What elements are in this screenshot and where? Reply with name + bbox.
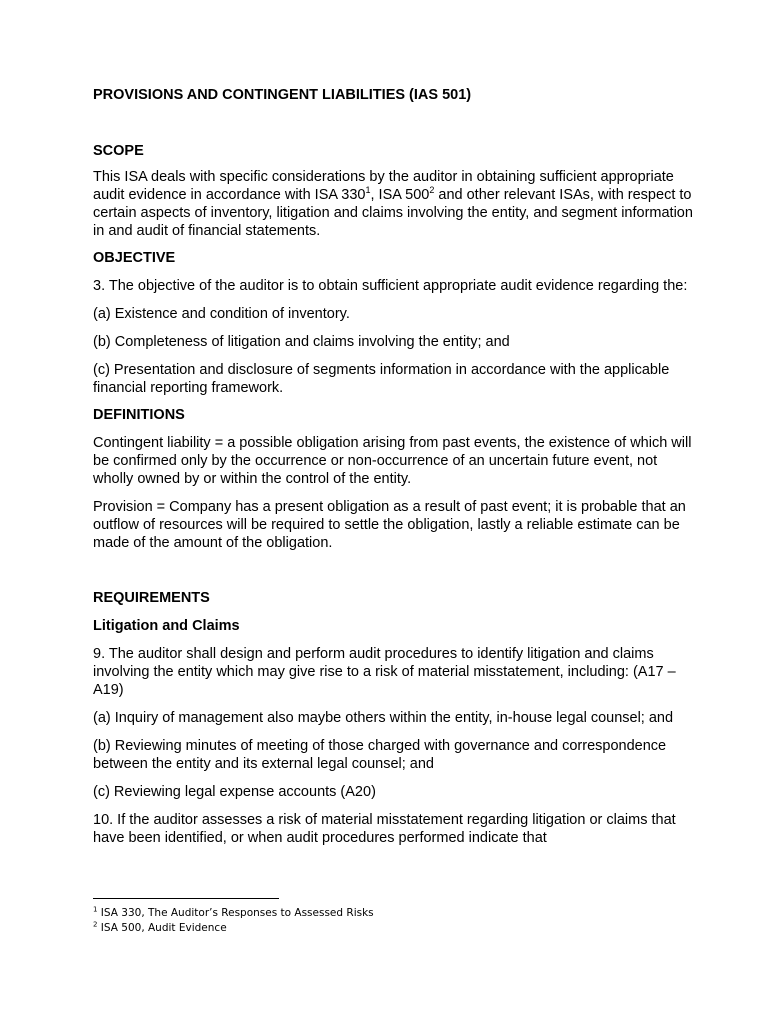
definition-contingent-liability: Contingent liability = a possible obligation arising from past events, the existence of which will be confirmed only by the occurrence or non-occurrence of an uncertain future event, not wholly owned by or within the control of the entity.: [93, 435, 692, 487]
footnote-ref-2: 2: [429, 185, 435, 196]
objective-item-c: (c) Presentation and disclosure of segments information in accordance with the applicable financial reporting framework.: [93, 362, 670, 396]
scope-heading: SCOPE: [93, 143, 144, 159]
requirement-9-item-b: (b) Reviewing minutes of meeting of those charged with governance and correspondence between the entity and its external legal counsel; and: [93, 738, 667, 772]
objective-item-a: (a) Existence and condition of inventory.: [93, 306, 350, 322]
footnote-ref-1: 1: [365, 185, 371, 196]
objective-heading: OBJECTIVE: [93, 250, 176, 266]
requirement-10: 10. If the auditor assesses a risk of material misstatement regarding litigation or claims that have been identified, or when audit procedures performed indicate that: [93, 812, 676, 846]
objective-item-b: (b) Completeness of litigation and claims involving the entity; and: [93, 334, 510, 350]
requirement-9-item-c: (c) Reviewing legal expense accounts (A20): [93, 784, 376, 800]
footnote-1: $^1$ ISA 330, The Auditor’s Responses to Assessed Risks: [93, 905, 374, 919]
footnote-2: $^2$ ISA 500, Audit Evidence: [93, 920, 227, 934]
document-body: [93, 86, 693, 847]
requirement-9-item-a: (a) Inquiry of management also maybe others within the entity, in-house legal counsel; and: [93, 710, 674, 726]
requirements-heading: REQUIREMENTS: [93, 590, 210, 606]
document-title: PROVISIONS AND CONTINGENT LIABILITIES (IAS 501): [93, 87, 472, 103]
requirement-9: 9. The auditor shall design and perform audit procedures to identify litigation and claims involving the entity which may give rise to a risk of material misstatement, including: (A17 – A19): [93, 646, 676, 698]
footnotes: [93, 906, 374, 936]
definitions-heading: DEFINITIONS: [93, 407, 185, 423]
scope-paragraph: This ISA deals with specific considerations by the auditor in obtaining sufficient appropriate audit evidence in accordance with ISA $330^1$, ISA $500^2$ and other relevant ISAs, with respect to certain aspects of inventory, litigation and claims involving the entity, and segment information in and audit of financial statements.: [93, 169, 693, 239]
definition-provision: Provision = Company has a present obligation as a result of past event; it is probable that an outflow of resources will be required to settle the obligation, lastly a reliable estimate can be made of the amount of the obligation.: [93, 499, 686, 551]
litigation-claims-subheading: Litigation and Claims: [93, 618, 240, 634]
footnote-separator: [93, 898, 279, 899]
objective-intro: 3. The objective of the auditor is to obtain sufficient appropriate audit evidence regarding the:: [93, 278, 688, 294]
